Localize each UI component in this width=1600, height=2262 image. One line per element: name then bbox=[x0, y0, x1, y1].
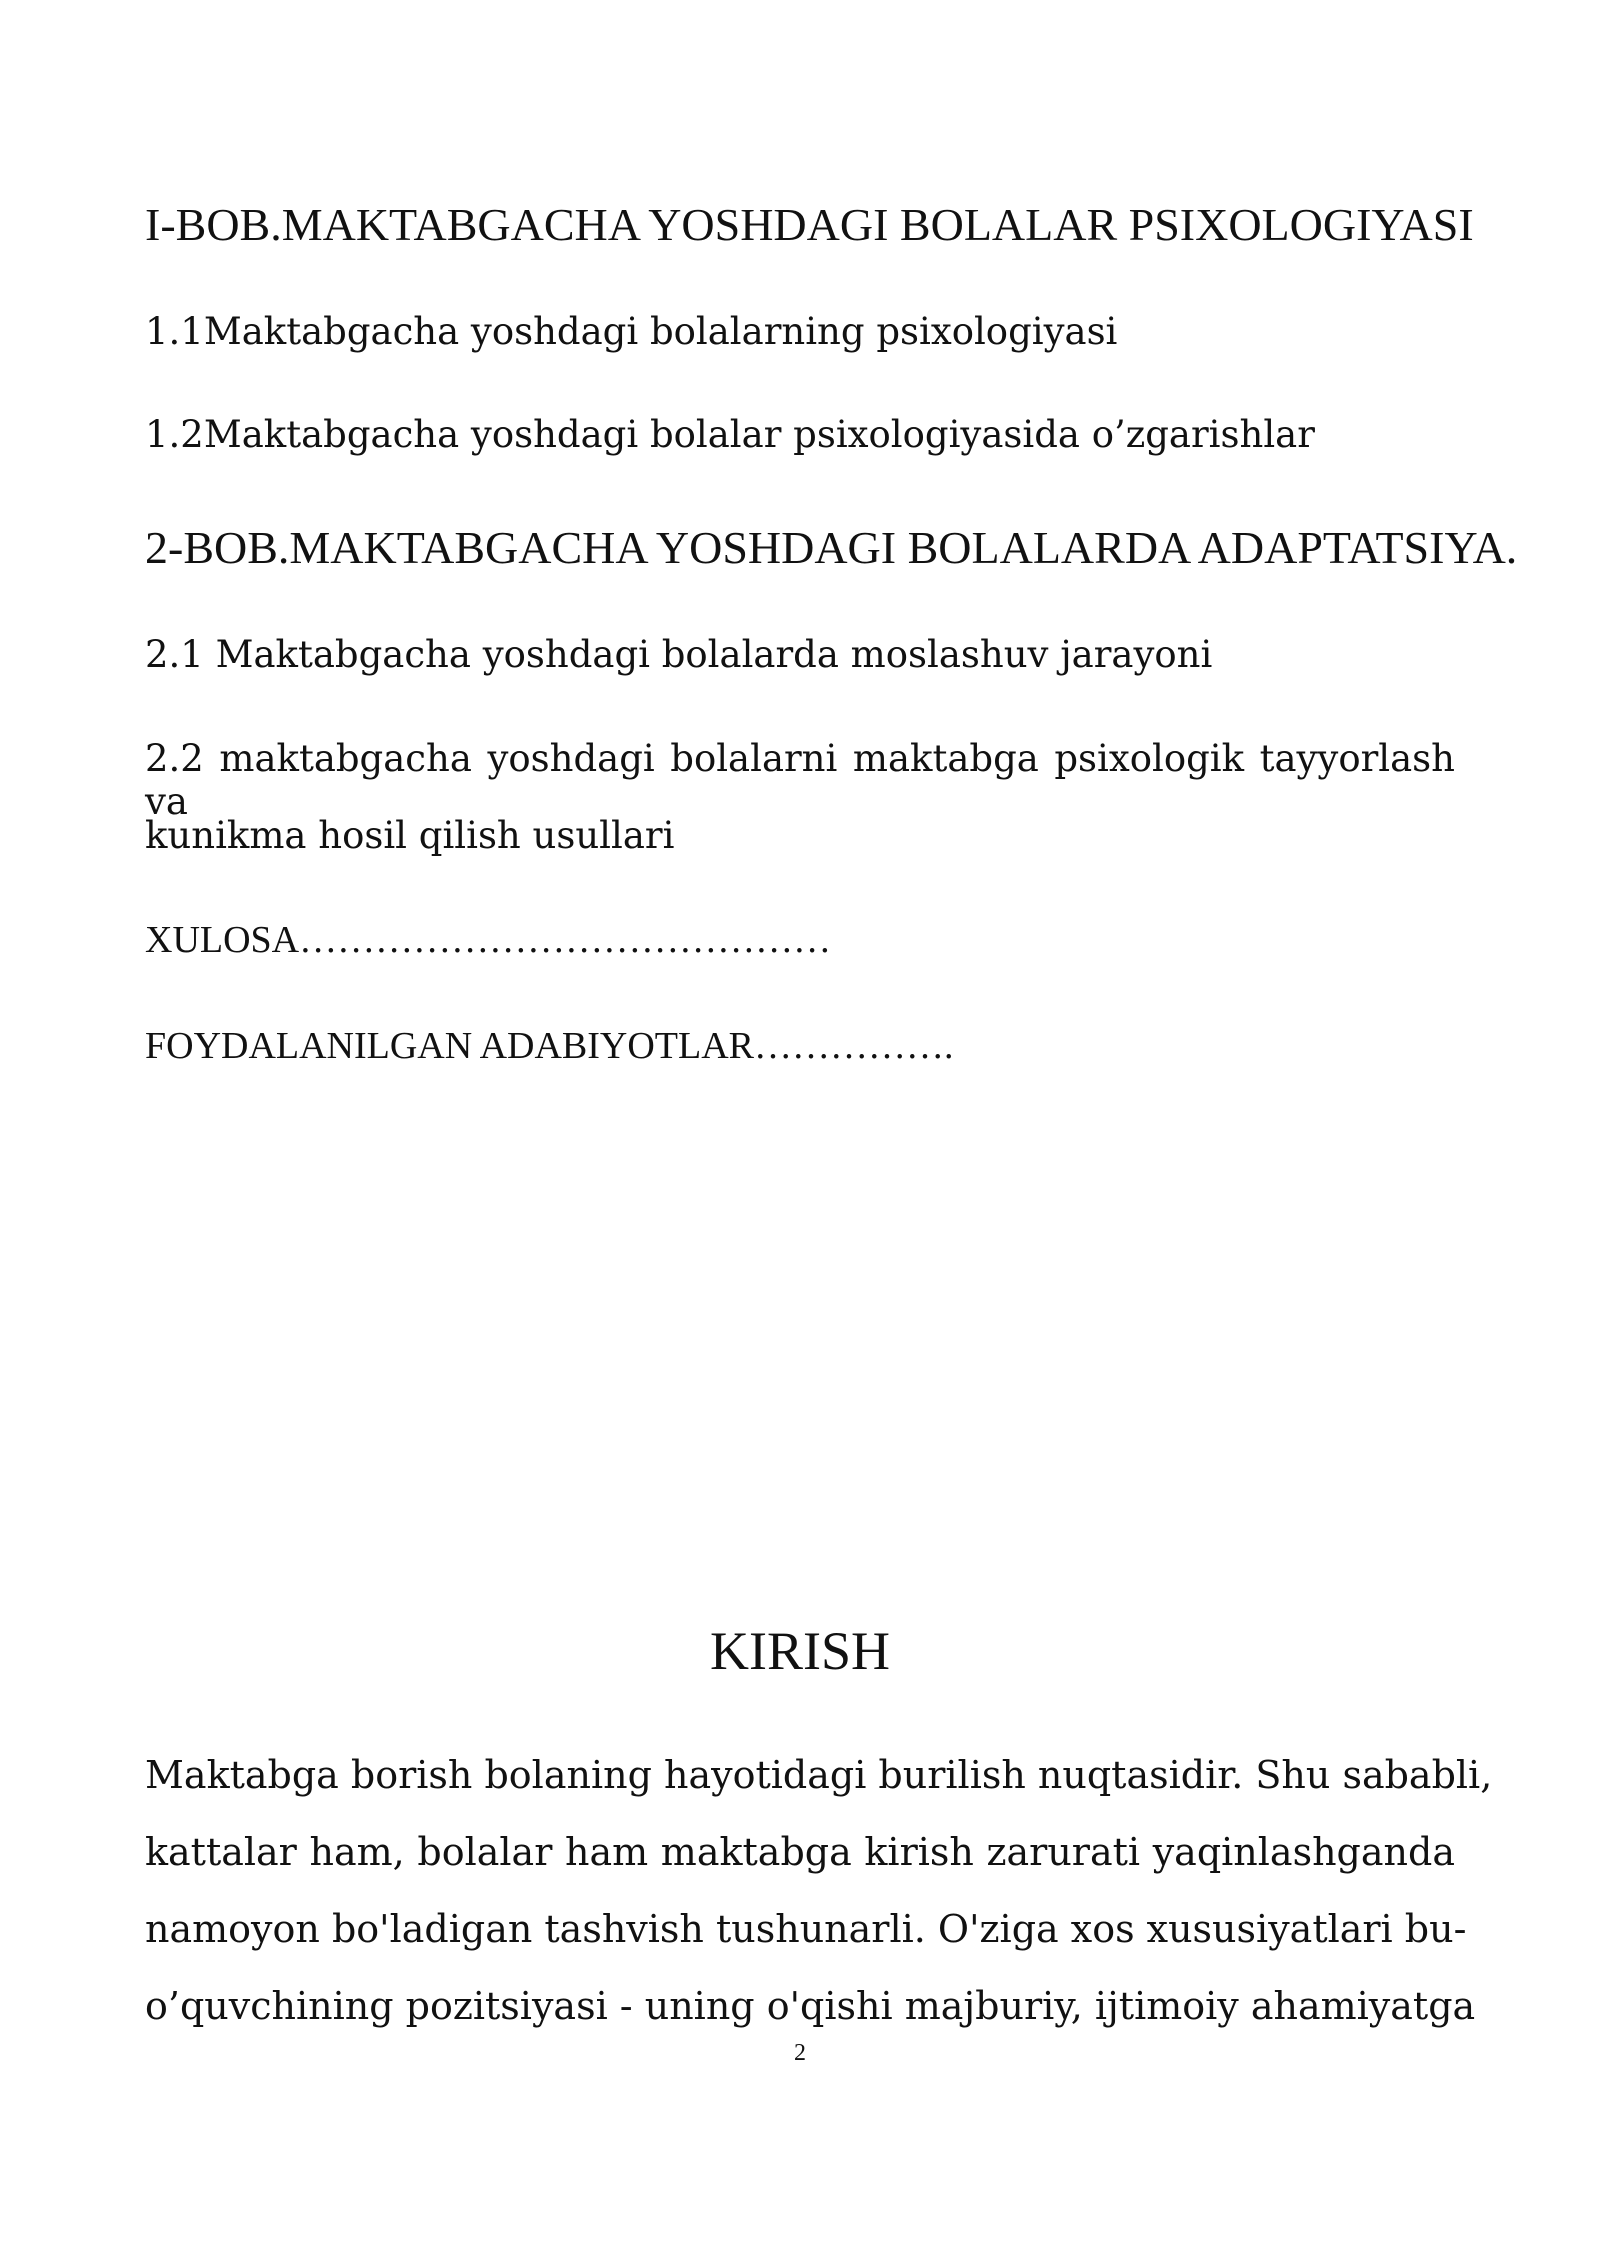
intro-line: namoyon bo'ladigan tashvish tushunarli. O'ziga xos xususiyatlari bu- bbox=[145, 1907, 1467, 1951]
toc-conclusion: XULOSA…………………………………… bbox=[145, 919, 832, 961]
intro-heading: KIRISH bbox=[709, 1621, 890, 1681]
toc-chapter-2: 2-BOB.MAKTABGACHA YOSHDAGI BOLALARDA ADAPTATSIYA. bbox=[145, 522, 1518, 573]
toc-section-2-2-line-1: 2.2 maktabgacha yoshdagi bolalarni maktabga psixologik tayyorlash va bbox=[145, 737, 1455, 823]
page-number: 2 bbox=[794, 2040, 806, 2066]
intro-paragraph bbox=[145, 1737, 1493, 2045]
toc-section-1-2: 1.2Maktabgacha yoshdagi bolalar psixologiyasida o’zgarishlar bbox=[145, 413, 1315, 456]
intro-line: kattalar ham, bolalar ham maktabga kirish zarurati yaqinlashganda bbox=[145, 1830, 1455, 1874]
toc-section-2-2-line-2: kunikma hosil qilish usullari bbox=[145, 814, 675, 857]
toc-section-1-1: 1.1Maktabgacha yoshdagi bolalarning psixologiyasi bbox=[145, 310, 1118, 353]
toc-chapter-1: I-BOB.MAKTABGACHA YOSHDAGI BOLALAR PSIXOLOGIYASI bbox=[145, 199, 1474, 250]
toc-references: FOYDALANILGAN ADABIYOTLAR……………. bbox=[145, 1025, 954, 1067]
toc-section-2-1: 2.1 Maktabgacha yoshdagi bolalarda moslashuv jarayoni bbox=[145, 633, 1213, 676]
intro-line: Maktabga borish bolaning hayotidagi burilish nuqtasidir. Shu sababli, bbox=[145, 1753, 1493, 1797]
intro-line: o’quvchining pozitsiyasi - uning o'qishi majburiy, ijtimoiy ahamiyatga bbox=[145, 1984, 1476, 2028]
